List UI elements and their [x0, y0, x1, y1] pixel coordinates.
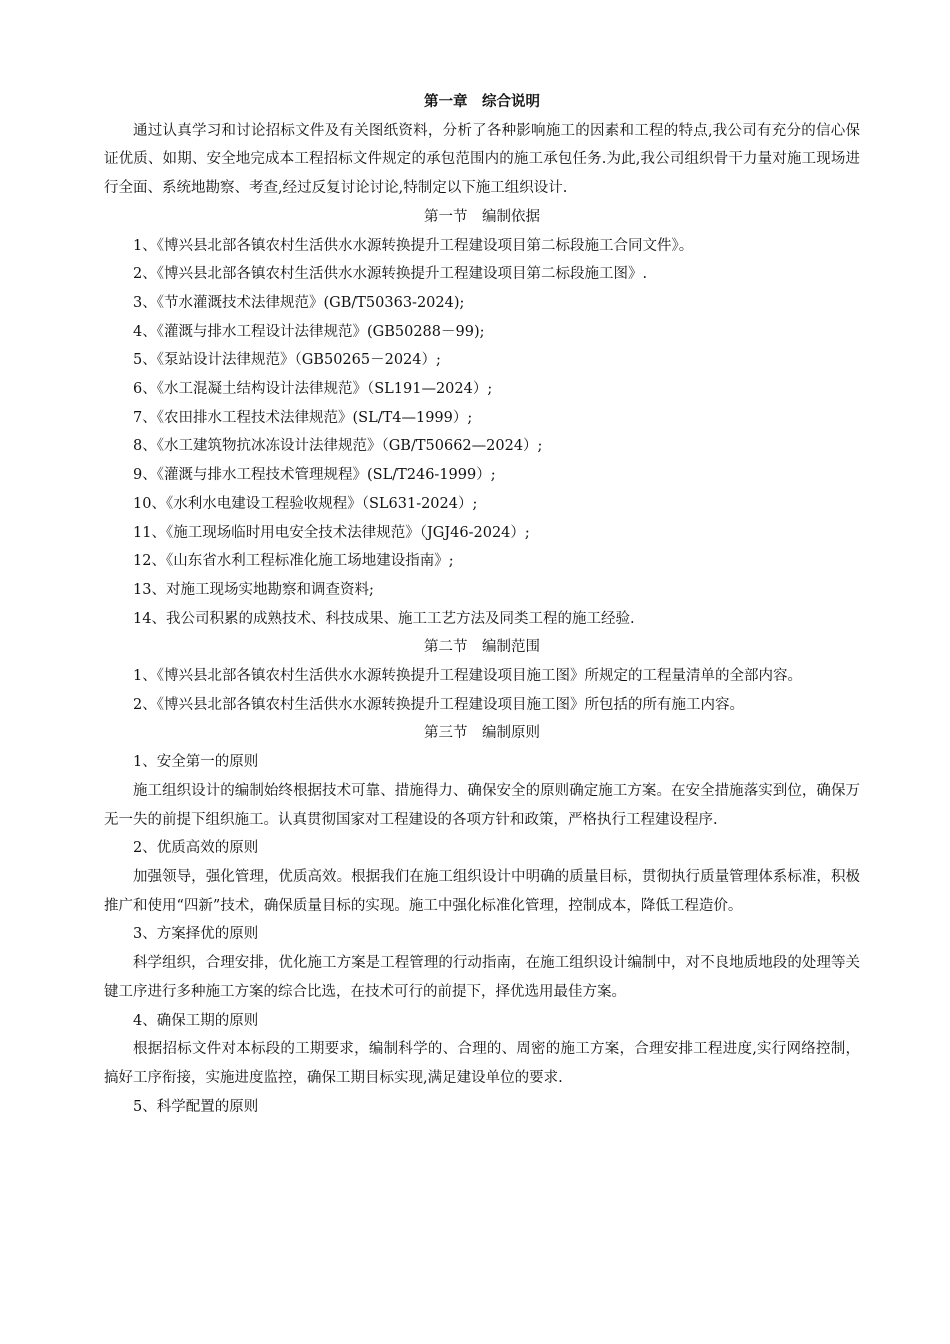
basis-item: 11、《施工现场临时用电安全技术法律规范》（JGJ46-2024）; [133, 524, 530, 541]
basis-item: 12、《山东省水利工程标准化施工场地建设指南》; [133, 553, 454, 570]
section-title-scope: 第二节 编制范围 [424, 639, 540, 656]
chapter-title: 第一章 综合说明 [424, 93, 540, 110]
basis-item: 6、《水工混凝土结构设计法律规范》（SL191—2024）; [133, 381, 493, 398]
principle-heading-schedule: 4、确保工期的原则 [133, 1012, 259, 1029]
principle-text-quality: 加强领导，强化管理，优质高效。根据我们在施工组织设计中明确的质量目标，贯彻执行质量管理体系标准，积极推广和使用“四新”技术，确保质量目标的实现。施工中强化标准化管理，控制成本，降低工程造价。 [104, 868, 860, 914]
basis-item: 8、《水工建筑物抗冰冻设计法律规范》（GB/T50662—2024）; [133, 438, 543, 455]
basis-item: 3、《节水灌溉技术法律规范》(GB/T50363-2024); [133, 294, 465, 311]
basis-item: 2、《博兴县北部各镇农村生活供水水源转换提升工程建设项目第二标段施工图》. [133, 266, 648, 283]
scope-item: 2、《博兴县北部各镇农村生活供水水源转换提升工程建设项目施工图》所包括的所有施工内容。 [133, 696, 744, 713]
basis-item: 1、《博兴县北部各镇农村生活供水水源转换提升工程建设项目第二标段施工合同文件》。 [133, 237, 694, 254]
principle-heading-safety: 1、安全第一的原则 [133, 754, 259, 771]
section-title-principles: 第三节 编制原则 [424, 725, 540, 742]
basis-item: 5、《泵站设计法律规范》（GB50265－2024）; [133, 352, 441, 369]
principle-heading-scheme: 3、方案择优的原则 [133, 926, 259, 943]
section-title-basis: 第一节 编制依据 [424, 208, 540, 225]
principle-text-schedule: 根据招标文件对本标段的工期要求，编制科学的、合理的、周密的施工方案，合理安排工程进度,实行网络控制，搞好工序衔接，实施进度监控，确保工期目标实现,满足建设单位的要求. [104, 1041, 860, 1086]
basis-item: 9、《灌溉与排水工程技术管理规程》(SL/T246-1999）; [133, 467, 496, 484]
document-page [104, 88, 860, 1121]
intro-paragraph: 通过认真学习和讨论招标文件及有关图纸资料，分析了各种影响施工的因素和工程的特点,我公司有充分的信心保证优质、如期、安全地完成本工程招标文件规定的承包范围内的施工承包任务.为此,我公司组织骨干力量对施工现场进行全面、系统地勘察、考查,经过反复讨论讨论,特制定以下施工组织设计. [104, 122, 860, 197]
principle-text-scheme: 科学组织，合理安排，优化施工方案是工程管理的行动指南，在施工组织设计编制中，对不良地质地段的处理等关键工序进行多种施工方案的综合比选，在技术可行的前提下，择优选用最佳方案。 [104, 955, 860, 1000]
principle-heading-allocation: 5、科学配置的原则 [133, 1098, 259, 1115]
basis-item: 10、《水利水电建设工程验收规程》（SL631-2024）; [133, 495, 478, 512]
principle-heading-quality: 2、优质高效的原则 [133, 840, 259, 857]
basis-item: 14、我公司积累的成熟技术、科技成果、施工工艺方法及同类工程的施工经验. [133, 610, 635, 627]
principle-text-safety: 施工组织设计的编制始终根据技术可靠、措施得力、确保安全的原则确定施工方案。在安全措施落实到位，确保万无一失的前提下组织施工。认真贯彻国家对工程建设的各项方针和政策，严格执行工程建设程序. [104, 782, 860, 828]
scope-item: 1、《博兴县北部各镇农村生活供水水源转换提升工程建设项目施工图》所规定的工程量清单的全部内容。 [133, 668, 802, 685]
basis-item: 4、《灌溉与排水工程设计法律规范》(GB50288－99); [133, 323, 485, 340]
basis-item: 7、《农田排水工程技术法律规范》(SL/T4—1999）; [133, 409, 473, 426]
basis-item: 13、对施工现场实地勘察和调查资料; [133, 581, 374, 598]
